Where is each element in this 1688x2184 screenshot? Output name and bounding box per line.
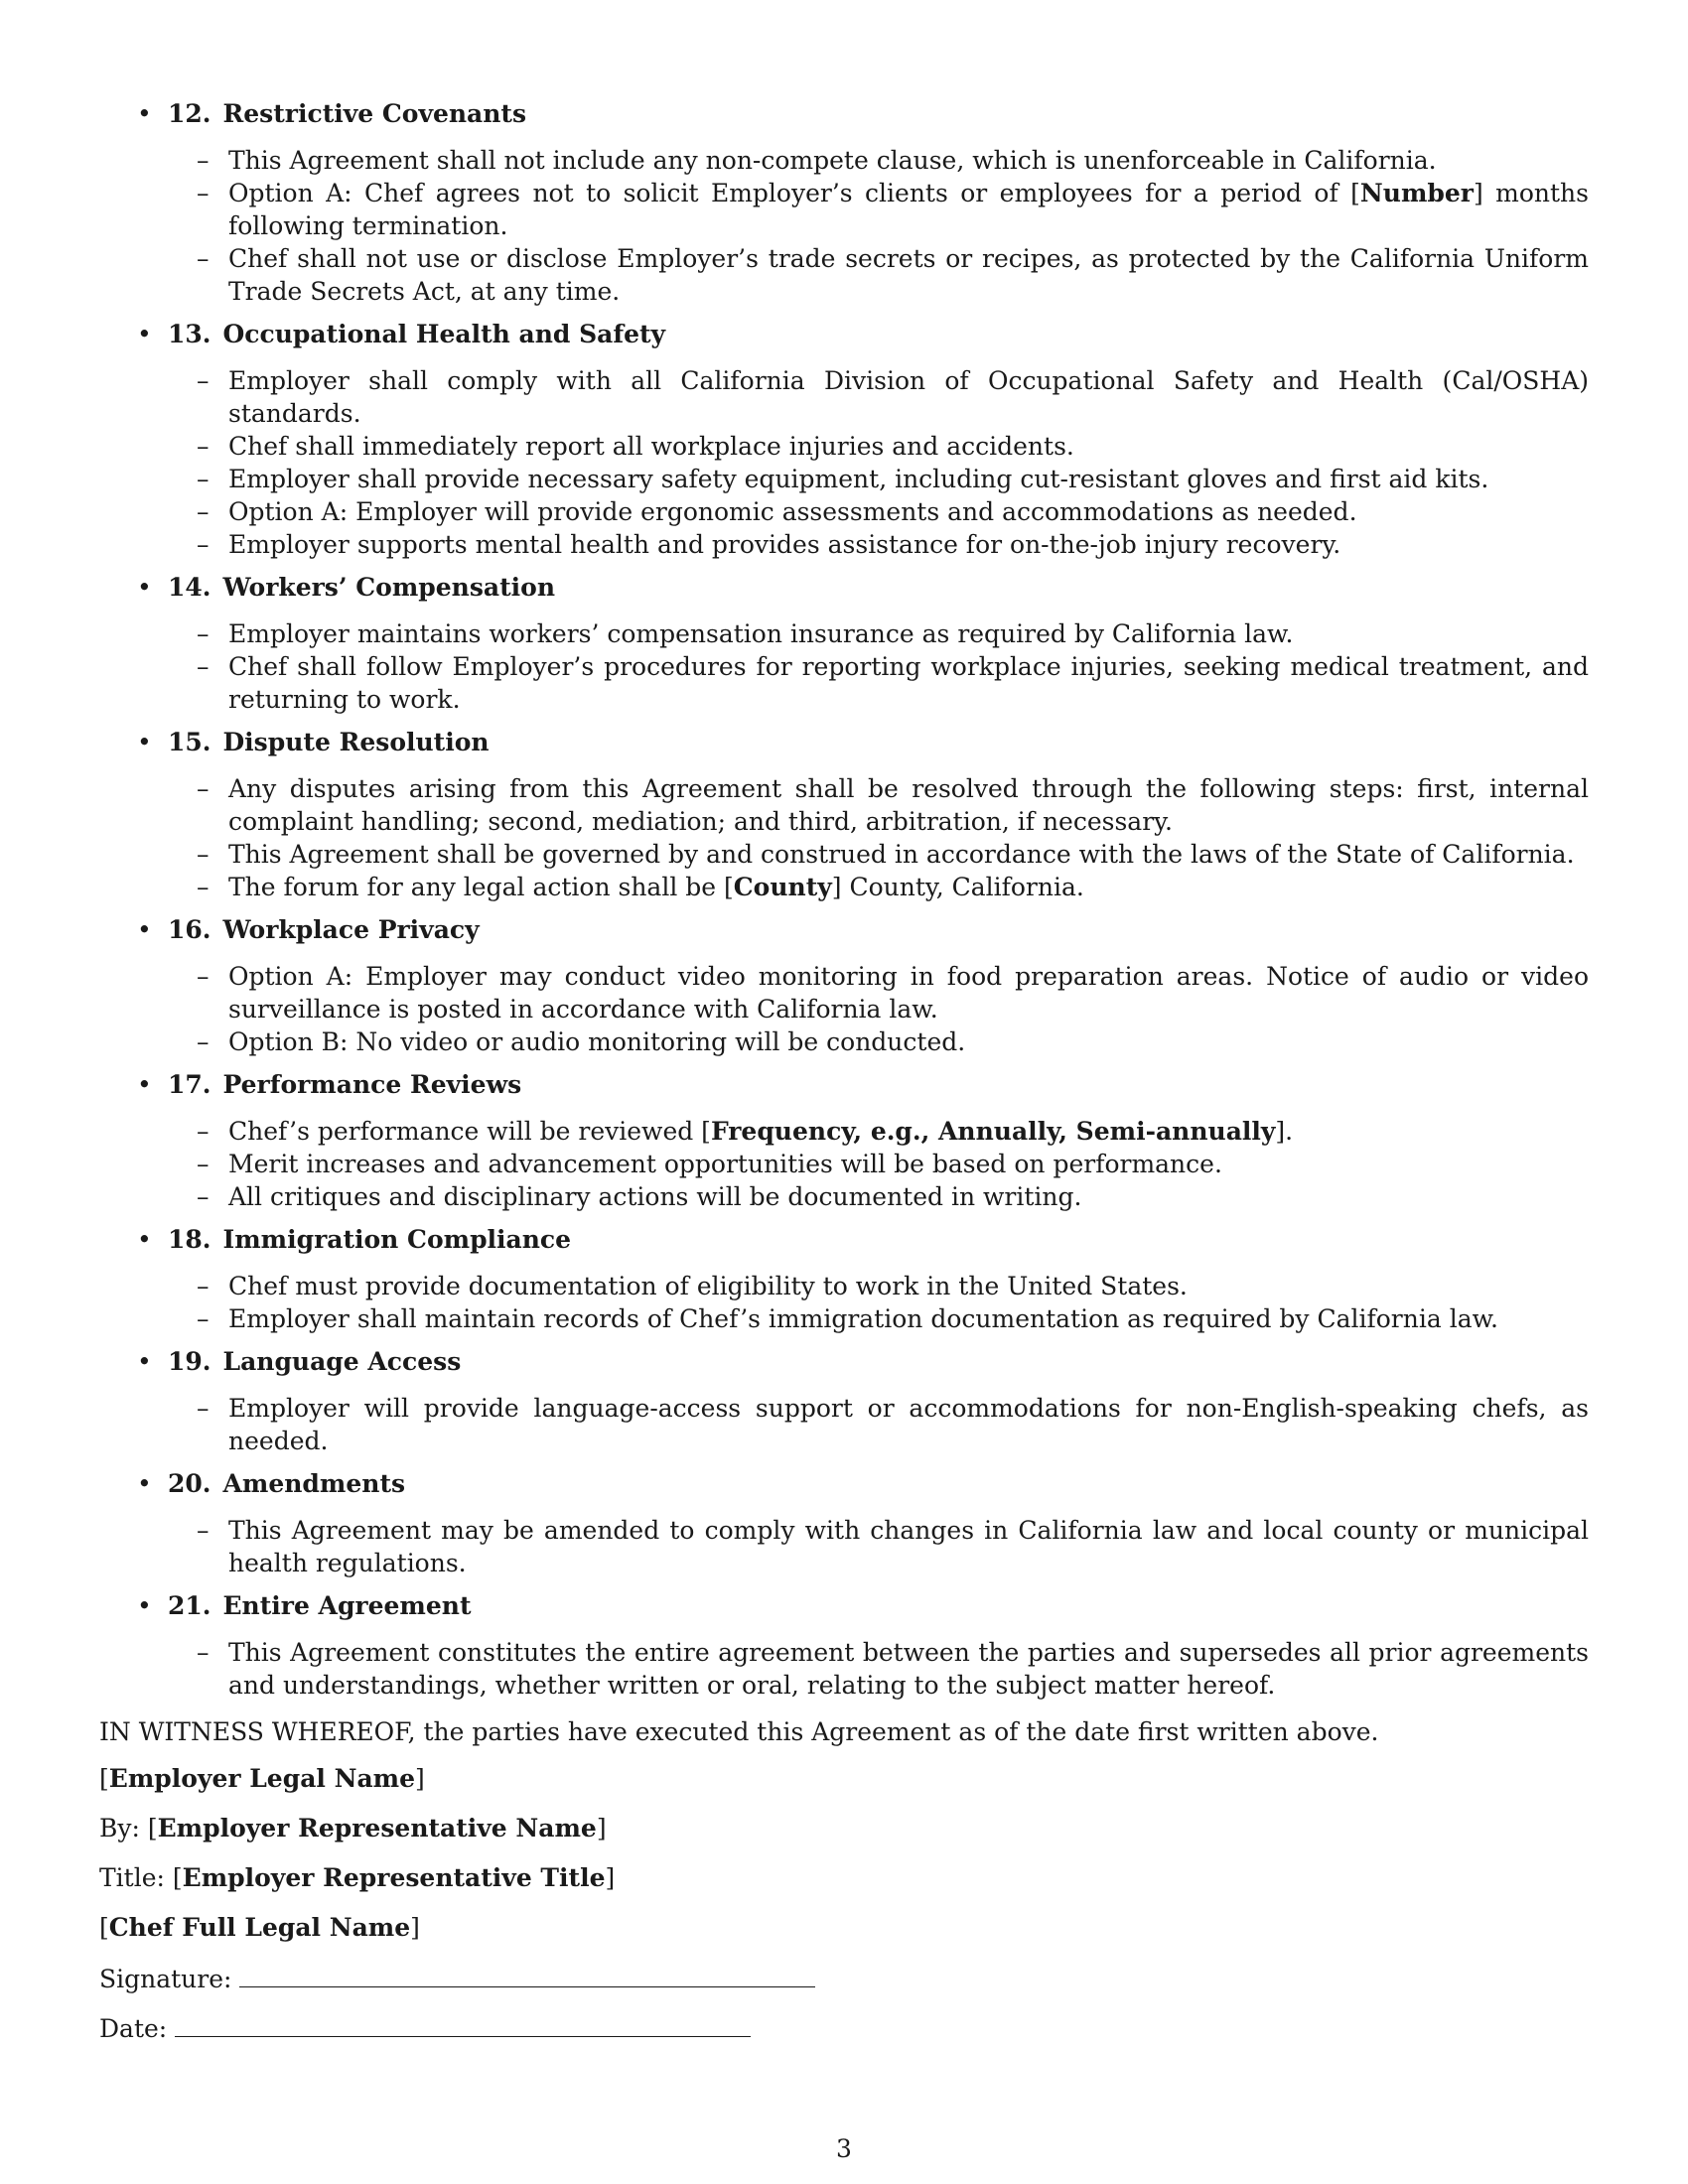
clause-text: Any disputes arising from this Agreement shall be resolved through the following steps: first, internal complaint handling; second, mediation; and third, arbitration, if necessary.: [228, 774, 1589, 836]
dash-bullet-icon: –: [197, 366, 210, 395]
clause-text: Chef shall follow Employer’s procedures for reporting workplace injuries, seeking medical treatment, and returning to work.: [228, 652, 1589, 714]
section-title: Dispute Resolution: [222, 728, 490, 756]
bullet-icon: •: [137, 1225, 152, 1254]
placeholder-field: County: [733, 873, 832, 901]
clause-text-tail: ] County, California.: [831, 873, 1084, 901]
date-blank[interactable]: [175, 2010, 751, 2037]
title-line: Title: [Employer Representative Title]: [99, 1863, 616, 1892]
placeholder-field: Frequency, e.g., Annually, Semi-annually: [710, 1117, 1276, 1146]
clause-item: [99, 650, 1589, 716]
dash-bullet-icon: –: [197, 1638, 210, 1667]
representative-title: Employer Representative Title: [182, 1863, 606, 1892]
section-heading: [99, 1467, 1589, 1500]
title-label: Title:: [99, 1863, 165, 1892]
clause-item: [99, 838, 1589, 871]
bullet-icon: •: [137, 573, 152, 602]
bullet-icon: •: [137, 99, 152, 128]
signature-line: [99, 1961, 1589, 1993]
clause-list: [99, 1270, 1589, 1335]
clause-item: [99, 1636, 1589, 1702]
clause-item: [99, 430, 1589, 463]
dash-bullet-icon: –: [197, 465, 210, 493]
section-title: Performance Reviews: [222, 1070, 522, 1099]
section-title: Workplace Privacy: [222, 915, 480, 944]
dash-bullet-icon: –: [197, 1304, 210, 1333]
section-title: Language Access: [222, 1347, 462, 1376]
clause-text: Chef shall not use or disclose Employer’s trade secrets or recipes, as protected by the California Uniform Trade Secrets Act, at any time.: [228, 244, 1589, 306]
section-number: 13.: [168, 320, 211, 348]
clause-text: Chef shall immediately report all workplace injuries and accidents.: [228, 432, 1074, 461]
bullet-icon: •: [137, 915, 152, 944]
dash-bullet-icon: –: [197, 1516, 210, 1545]
clause-text: Merit increases and advancement opportunities will be based on performance.: [228, 1150, 1222, 1178]
section-heading: [99, 1345, 1589, 1378]
clause-item: [99, 242, 1589, 308]
dash-bullet-icon: –: [197, 1027, 210, 1056]
section: [99, 1068, 1589, 1213]
section-number: 15.: [168, 728, 211, 756]
clause-item: [99, 772, 1589, 838]
section-number: 19.: [168, 1347, 211, 1376]
dash-bullet-icon: –: [197, 1272, 210, 1300]
section: [99, 726, 1589, 903]
dash-bullet-icon: –: [197, 1182, 210, 1211]
dash-bullet-icon: –: [197, 497, 210, 526]
bullet-icon: •: [137, 1347, 152, 1376]
section-heading: [99, 1068, 1589, 1101]
clause-text: Employer shall provide necessary safety equipment, including cut-resistant gloves and first aid kits.: [228, 465, 1489, 493]
section-heading: [99, 913, 1589, 946]
dash-bullet-icon: –: [197, 840, 210, 869]
witness-statement: IN WITNESS WHEREOF, the parties have executed this Agreement as of the date first written above.: [99, 1717, 1379, 1746]
clause-text: Employer shall maintain records of Chef’s immigration documentation as required by California law.: [228, 1304, 1498, 1333]
clause-text: This Agreement shall be governed by and construed in accordance with the laws of the State of California.: [228, 840, 1575, 869]
clause-text: Employer shall comply with all California Division of Occupational Safety and Health (Cal/OSHA) standards.: [228, 366, 1589, 428]
clause-item: [99, 177, 1589, 242]
clause-text: Employer maintains workers’ compensation insurance as required by California law.: [228, 619, 1294, 648]
bullet-icon: •: [137, 1591, 152, 1620]
clause-item: [99, 528, 1589, 561]
section-number: 12.: [168, 99, 211, 128]
section-heading: [99, 97, 1589, 130]
dash-bullet-icon: –: [197, 179, 210, 207]
dash-bullet-icon: –: [197, 530, 210, 559]
date-line: [99, 2010, 1589, 2043]
section-heading: [99, 1223, 1589, 1256]
bullet-icon: •: [137, 728, 152, 756]
document-page: [99, 97, 1589, 2060]
clause-text: Option B: No video or audio monitoring will be conducted.: [228, 1027, 966, 1056]
section-title: Occupational Health and Safety: [222, 320, 666, 348]
clause-item: [99, 617, 1589, 650]
by-line: By: [Employer Representative Name]: [99, 1814, 607, 1843]
clause-item: [99, 1025, 1589, 1058]
dash-bullet-icon: –: [197, 652, 210, 681]
section: [99, 1467, 1589, 1579]
clause-text: Option A: Chef agrees not to solicit Employer’s clients or employees for a period of [: [228, 179, 1360, 207]
dash-bullet-icon: –: [197, 244, 210, 273]
page-number: 3: [836, 2134, 852, 2163]
clause-list: [99, 364, 1589, 561]
representative-name: Employer Representative Name: [157, 1814, 597, 1843]
clause-list: [99, 1392, 1589, 1457]
section-title: Restrictive Covenants: [222, 99, 527, 128]
placeholder-field: Number: [1359, 179, 1474, 207]
clause-item: [99, 1270, 1589, 1302]
clause-item: [99, 463, 1589, 495]
dash-bullet-icon: –: [197, 774, 210, 803]
clause-text: Employer will provide language-access support or accommodations for non-English-speaking chefs, as needed.: [228, 1394, 1589, 1455]
signature-blank[interactable]: [239, 1961, 815, 1987]
dash-bullet-icon: –: [197, 146, 210, 175]
dash-bullet-icon: –: [197, 432, 210, 461]
dash-bullet-icon: –: [197, 873, 210, 901]
chef-full-legal-name: Chef Full Legal Name: [108, 1913, 411, 1942]
dash-bullet-icon: –: [197, 962, 210, 991]
dash-bullet-icon: –: [197, 1394, 210, 1423]
section: [99, 571, 1589, 716]
section-number: 21.: [168, 1591, 211, 1620]
clause-list: [99, 1115, 1589, 1213]
clause-text-tail: ] months following termination.: [228, 179, 1589, 240]
section-number: 14.: [168, 573, 211, 602]
sections-container: [99, 97, 1589, 1702]
clause-text-tail: ].: [1275, 1117, 1294, 1146]
clause-list: [99, 617, 1589, 716]
section-heading: [99, 726, 1589, 758]
clause-item: [99, 1392, 1589, 1457]
clause-list: [99, 1514, 1589, 1579]
section: [99, 1223, 1589, 1335]
section-title: Workers’ Compensation: [222, 573, 556, 602]
bullet-icon: •: [137, 320, 152, 348]
section-heading: [99, 571, 1589, 604]
section-number: 16.: [168, 915, 211, 944]
clause-list: [99, 960, 1589, 1058]
bullet-icon: •: [137, 1469, 152, 1498]
bullet-icon: •: [137, 1070, 152, 1099]
clause-item: [99, 871, 1589, 903]
clause-item: [99, 960, 1589, 1025]
clause-item: [99, 1115, 1589, 1148]
section: [99, 913, 1589, 1058]
section-title: Entire Agreement: [222, 1591, 472, 1620]
dash-bullet-icon: –: [197, 619, 210, 648]
clause-item: [99, 1302, 1589, 1335]
by-label: By:: [99, 1814, 140, 1843]
clause-text: Chef must provide documentation of eligibility to work in the United States.: [228, 1272, 1188, 1300]
section-title: Amendments: [222, 1469, 406, 1498]
date-label: Date:: [99, 2014, 168, 2043]
clause-text: This Agreement constitutes the entire agreement between the parties and supersedes all prior agreements and understandings, whether written or oral, relating to the subject matter hereof.: [228, 1638, 1589, 1700]
clause-text: This Agreement may be amended to comply with changes in California law and local county or municipal health regulations.: [228, 1516, 1589, 1577]
section-heading: [99, 318, 1589, 350]
clause-item: [99, 1180, 1589, 1213]
clause-text: Option A: Employer may conduct video monitoring in food preparation areas. Notice of audio or video surveillance is posted in accordance with California law.: [228, 962, 1589, 1024]
employer-legal-name-line: [Employer Legal Name]: [99, 1764, 425, 1793]
signature-label: Signature:: [99, 1965, 232, 1993]
clause-text: The forum for any legal action shall be [: [228, 873, 734, 901]
clause-item: [99, 1148, 1589, 1180]
clause-text: This Agreement shall not include any non-compete clause, which is unenforceable in California.: [228, 146, 1437, 175]
clause-list: [99, 772, 1589, 903]
section: [99, 97, 1589, 308]
dash-bullet-icon: –: [197, 1117, 210, 1146]
clause-item: [99, 144, 1589, 177]
section-number: 20.: [168, 1469, 211, 1498]
section-title: Immigration Compliance: [222, 1225, 572, 1254]
section-number: 17.: [168, 1070, 211, 1099]
clause-text: All critiques and disciplinary actions will be documented in writing.: [228, 1182, 1082, 1211]
section-number: 18.: [168, 1225, 211, 1254]
dash-bullet-icon: –: [197, 1150, 210, 1178]
section: [99, 318, 1589, 561]
clause-text: Chef’s performance will be reviewed [: [228, 1117, 711, 1146]
clause-item: [99, 495, 1589, 528]
section: [99, 1589, 1589, 1702]
clause-item: [99, 1514, 1589, 1579]
clause-text: Employer supports mental health and provides assistance for on-the-job injury recovery.: [228, 530, 1341, 559]
clause-list: [99, 1636, 1589, 1702]
clause-item: [99, 364, 1589, 430]
employer-legal-name: Employer Legal Name: [108, 1764, 416, 1793]
section-heading: [99, 1589, 1589, 1622]
clause-list: [99, 144, 1589, 308]
section: [99, 1345, 1589, 1457]
clause-text: Option A: Employer will provide ergonomic assessments and accommodations as needed.: [228, 497, 1357, 526]
chef-name-line: [Chef Full Legal Name]: [99, 1913, 420, 1942]
